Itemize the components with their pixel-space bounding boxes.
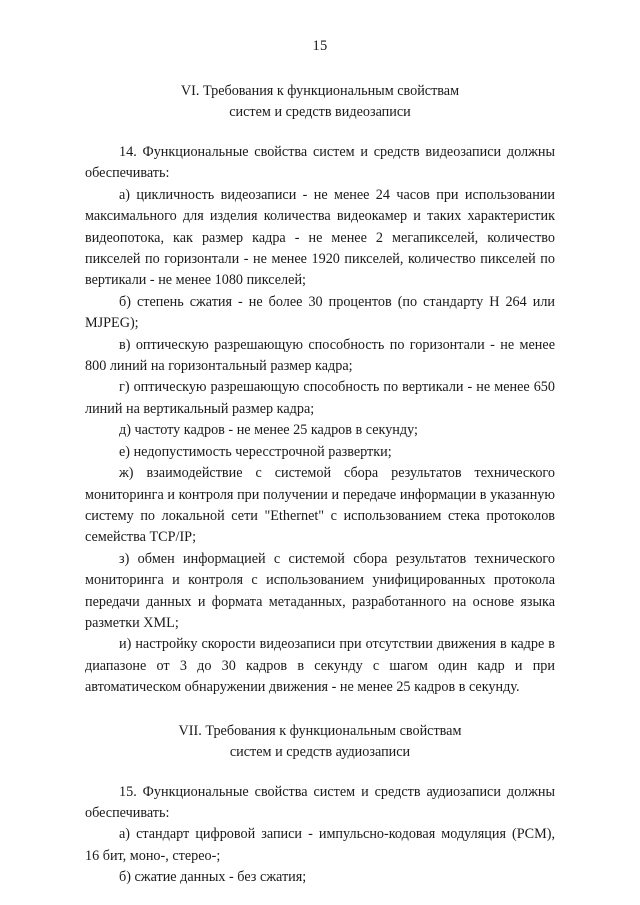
paragraph-14-z: з) обмен информацией с системой сбора результатов технического мониторинга и контроля с использованием унифицированных протокола передачи данных и формата метаданных, разработанного на основе языка разметки XML;	[85, 550, 555, 631]
section-heading-vii	[85, 721, 555, 763]
paragraph-14-b: б) степень сжатия - не более 30 процентов (по стандарту H 264 или MJPEG);	[85, 293, 555, 332]
section-heading-vi-line-1: VI. Требования к функциональным свойствам	[180, 83, 460, 99]
paragraph-14-e: е) недопустимость чересстрочной развертки;	[119, 443, 392, 460]
paragraph-14-i: и) настройку скорости видеозаписи при отсутствии движения в кадре в диапазоне от 3 до 30 кадров в секунду с шагом один кадр и при автоматическом обнаружении движения - не менее 25 кадров в секунду.	[85, 636, 555, 696]
page-number: 15	[312, 38, 328, 54]
section-heading-vi	[85, 81, 555, 123]
section-heading-vi-line-2: систем и средств видеозаписи	[229, 104, 411, 120]
section-heading-vii-line-2: систем и средств аудиозаписи	[229, 743, 411, 760]
paragraph-14-v: в) оптическую разрешающую способность по горизонтали - не менее 800 линий на горизонтальный размер кадра;	[85, 336, 555, 375]
paragraph-14-a: а) цикличность видеозаписи - не менее 24 часов при использовании максимального для изделия количества видеокамер и таких характеристик видеопотока, как размер кадра - не менее 2 мегапикселей, количество пикселей по горизонтали - не менее 1920 пикселей, количество пикселей по вертикали - не менее 1080 пикселей;	[85, 186, 555, 289]
spacer	[85, 763, 555, 782]
paragraph-15-a: а) стандарт цифровой записи - импульсно-кодовая модуляция (PCM), 16 бит, моно-, стерео-;	[85, 826, 555, 864]
section-heading-vii-line-1: VII. Требования к функциональным свойствам	[178, 722, 462, 739]
paragraph-15-b: б) сжатие данных - без сжатия;	[119, 869, 307, 886]
page-content	[85, 55, 555, 889]
paragraph-14-g: г) оптическую разрешающую способность по вертикали - не менее 650 линий на вертикальный размер кадра;	[85, 379, 555, 417]
paragraph-14: 14. Функциональные свойства систем и средств видеозаписи должны обеспечивать:	[85, 144, 555, 182]
spacer	[85, 123, 555, 142]
paragraph-15: 15. Функциональные свойства систем и средств аудиозаписи должны обеспечивать:	[85, 783, 555, 821]
paragraph-14-d: д) частоту кадров - не менее 25 кадров в секунду;	[119, 422, 418, 439]
paragraph-14-zh: ж) взаимодействие с системой сбора результатов технического мониторинга и контроля при получении и передаче информации в указанную систему по локальной сети "Ethernet" с использованием стека протоколов семейства TCP/IP;	[85, 465, 555, 546]
